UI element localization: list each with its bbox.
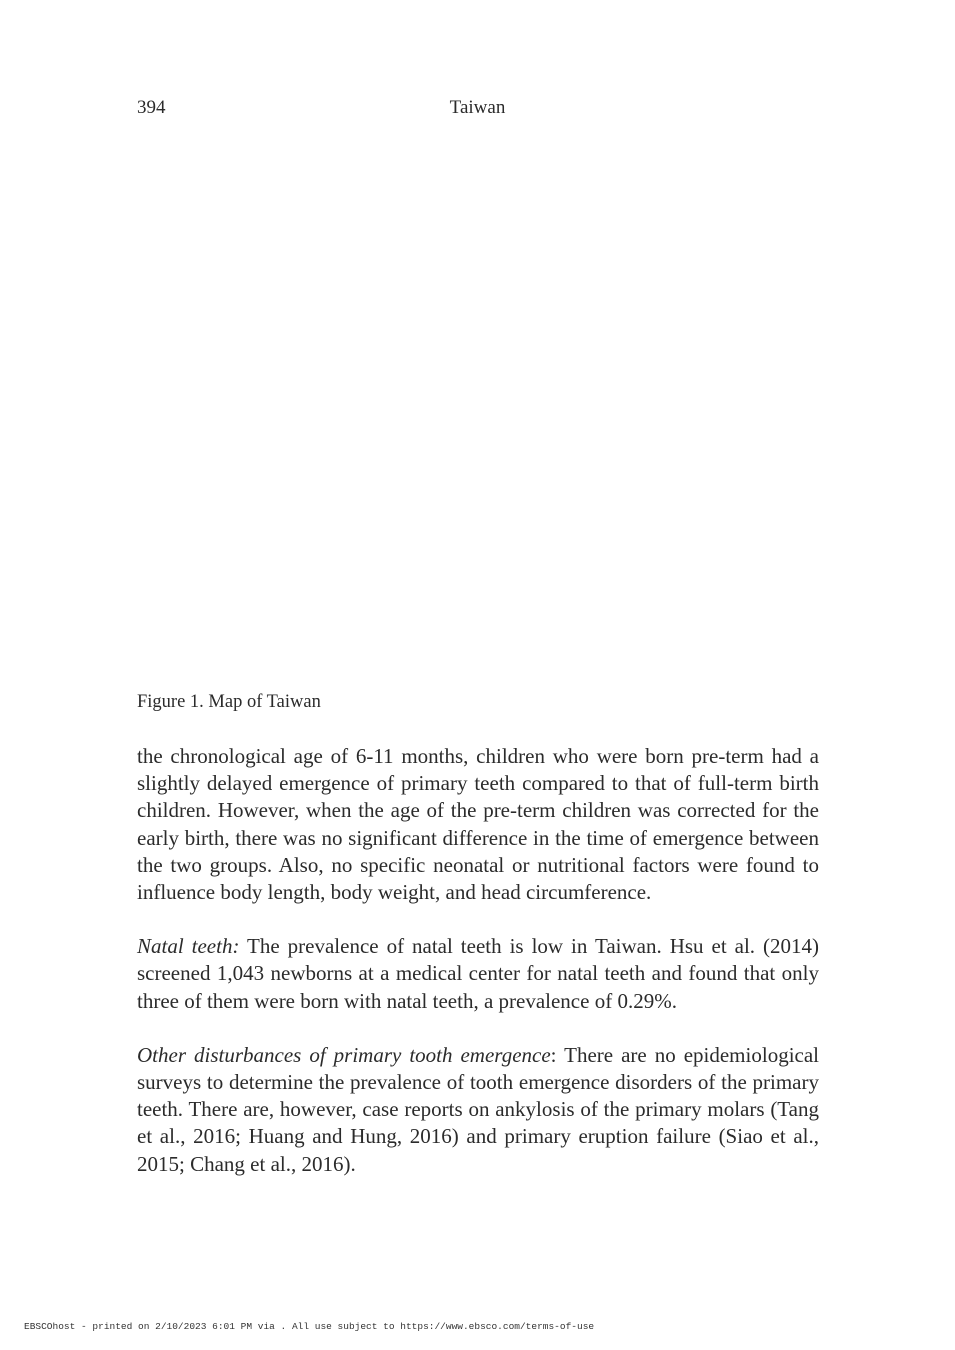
page-number: 394 bbox=[137, 97, 166, 118]
figure-map-placeholder bbox=[137, 140, 819, 680]
paragraph bbox=[137, 1042, 819, 1178]
paragraph-text: The prevalence of natal teeth is low in Taiwan. Hsu et al. (2014) screened 1,043 newborns at a medical center for natal teeth and found that only three of them were born with natal teeth, a prevalence of 0.29%. bbox=[137, 934, 819, 1013]
paragraph bbox=[137, 743, 819, 906]
footer-notice: EBSCOhost - printed on 2/10/2023 6:01 PM via . All use subject to https://www.ebsco.com/terms-of-use bbox=[24, 1321, 595, 1332]
body-text bbox=[137, 743, 819, 1205]
paragraph bbox=[137, 933, 819, 1015]
figure-caption: Figure 1. Map of Taiwan bbox=[137, 692, 321, 712]
paragraph-lead: Other disturbances of primary tooth emergence bbox=[137, 1042, 551, 1067]
paragraph-text: the chronological age of 6-11 months, children who were born pre-term had a slightly delayed emergence of primary teeth compared to that of full-term birth children. However, when the age of the pre-term children was corrected for the early birth, there was no significant difference in the time of emergence between the two groups. Also, no specific neonatal or nutritional factors were found to influence body length, body weight, and head circumference. bbox=[137, 744, 819, 905]
running-title: Taiwan bbox=[449, 97, 506, 118]
paragraph-lead: Natal teeth: bbox=[137, 934, 240, 959]
paragraph-text: : There are no epidemiological surveys to determine the prevalence of tooth emergence disorders of the primary teeth. There are, however, case reports on ankylosis of the primary molars (Tang et al., 2016; Huang and Hung, 2016) and primary eruption failure (Siao et al., 2015; Chang et al., 2016). bbox=[137, 1042, 819, 1176]
